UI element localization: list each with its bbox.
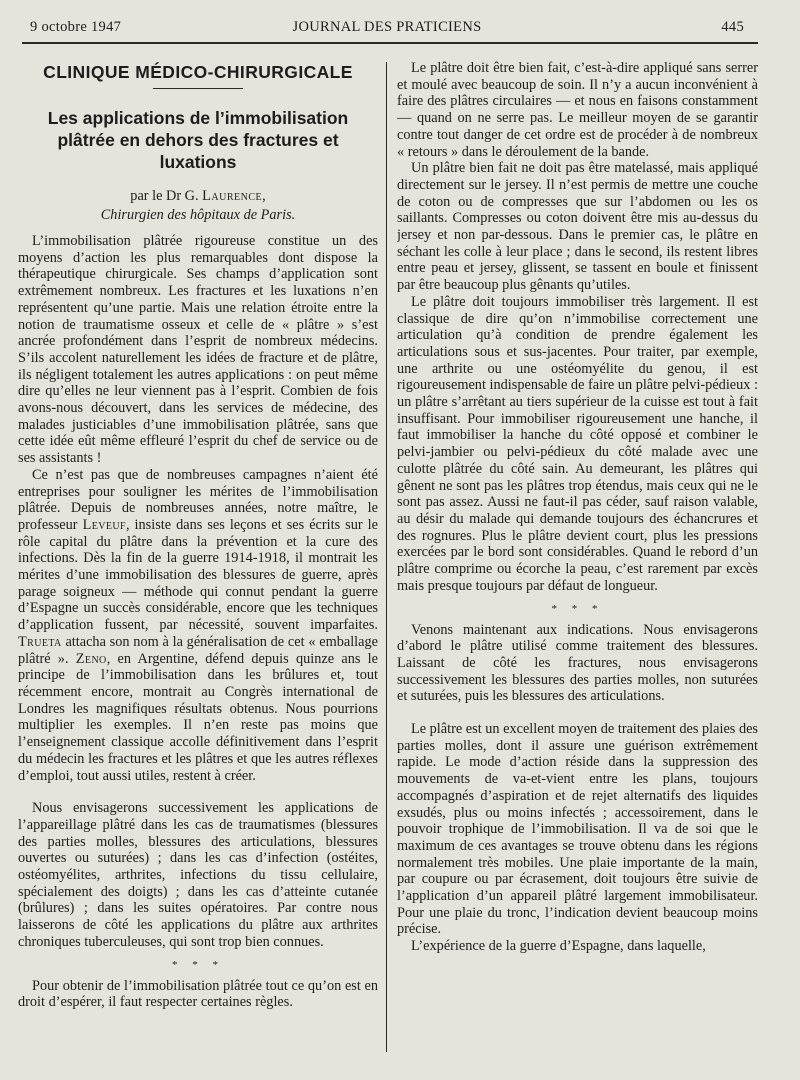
section-heading: CLINIQUE MÉDICO-CHIRURGICALE xyxy=(43,62,353,82)
person-name: Zeno xyxy=(75,650,107,667)
column-divider xyxy=(386,62,387,1052)
text-run: Ce n’est pas que de nombreuses campagnes n’aient été entreprises pour souligner les mérites de l’immobilisation plâtrée. Depuis de nombreuses années, notre maître, le professeur xyxy=(18,466,378,533)
paragraph: Nous envisagerons successivement les applications de l’appareillage plâtré dans les cas de traumatismes (blessures des parties molles, blessures des articulations, blessures ouvertes ou suturées) ; dans les cas d’infection (ostéites, ostéomyélites, arthrites, infections du tissu cellulaire, spécialement des doigts) ; dans les cas d’atteinte cutanée (brûlures) ; dans les suites opératoires. Par contre nous laisserons de côté les applications du plâtre aux arthrites chroniques tuberculeuses, qui sont trop bien connues. xyxy=(18,800,378,950)
left-column xyxy=(18,60,378,1062)
person-name: Trueta xyxy=(18,633,62,650)
asterism-glyphs: * * * xyxy=(172,958,224,971)
byline xyxy=(18,187,378,225)
byline-prefix: par le Dr G. xyxy=(130,188,203,204)
section-rule xyxy=(153,88,243,89)
issue-date: 9 octobre 1947 xyxy=(30,19,122,35)
page-number: 445 xyxy=(721,19,744,35)
author-name: Laurence xyxy=(202,188,263,204)
header-rule xyxy=(22,42,758,44)
paragraph: Le plâtre est un excellent moyen de traitement des plaies des parties molles, dont il assure une guérison extrêmement rapide. Le mode d’action réside dans la suppression des mouvements de va-et-vient entre les plans, toujours accompagnés d’aspiration et de rejet alternatifs des liquides exsudés, plus ou moins infectés ; accessoirement, dans le pouvoir trophique de l’immobilisation. Il va de soi que le maximum de ces avantages se trouve obtenu dans les régions normalement très mobiles. Une plaie importante de la main, par coupure ou par écrasement, doit toujours être suivie de l’application d’un appareil plâtré largement immobilisateur. Pour une plaie du tronc, l’indication devient beaucoup moins précise. xyxy=(397,721,758,938)
paragraph: Venons maintenant aux indications. Nous envisagerons d’abord le plâtre utilisé comme traitement des blessures. Laissant de côté les fractures, nous envisagerons successivement les blessures des parties molles, non suturées et suturées, puis les blessures des articulations. xyxy=(397,621,758,705)
paragraph: Un plâtre bien fait ne doit pas être matelassé, mais appliqué directement sur le jersey. Il n’est permis de mettre une couche de coton ou de compresses que sur l’abdomen ou les os saillants. Compresses ou coton doivent être mis au-dessus du jersey et non par-dessous. Dans le premier cas, le plâtre en séchant les colle à leur place ; dans le second, ils restent libres entre peau et jersey, glissent, se tassent en boule et finissent par être beaucoup plus gênants qu’utiles. xyxy=(397,160,758,294)
text-run: , en Argentine, défend depuis quinze ans le principe de l’immobilisation dans les brûlures et, tout récemment encore, montrait au Congrès international de Londres les magnifiques résultats obtenus. Nous pourrions multiplier les exemples. Il n’en reste pas moins que l’enseignement classique accolle définitivement dans l’esprit du médecin les fractures et les plâtres et que les autres réflexes d’emploi, tout aussi utiles, restent à créer. xyxy=(18,650,378,784)
article-title: Les applications de l’immobilisation plâtrée en dehors des fractures et luxations xyxy=(47,108,349,172)
right-column xyxy=(397,60,758,1062)
paragraph: Le plâtre doit être bien fait, c’est-à-dire appliqué sans serrer et moulé avec beaucoup de soin. Il n’y a aucun inconvénient à faire des plâtres circulaires — et nous en faisons constamment — quand on ne serre pas. Le meilleur moyen de se garantir contre tout danger de cet ordre est de procéder à de nombreux « retours » dans le déroulement de la bande. xyxy=(397,60,758,160)
author-affiliation: Chirurgien des hôpitaux de Paris. xyxy=(100,207,296,223)
paragraph: Le plâtre doit toujours immobiliser très largement. Il est classique de dire qu’on n’immobilise correctement une articulation qu’à condition de prendre également les articulations sous et sus-jacentes. Pour traiter, par exemple, une arthrite ou une ostéomyélite du genou, il est rigoureusement indispensable de faire un plâtre pelvi-pédieux : un plâtre s’arrêtant au tiers supérieur de la cuisse est tout à fait insuffisant. Pour immobiliser rigoureusement une hanche, il faut immobiliser la hanche du côté opposé et combiner le pelvi-jambier ou pelvi-pédieux du côté malade avec une culotte plâtrée du côté sain. Au demeurant, les plâtres qui gênent ne sont pas les plâtres trop étendus, mais ceux qui ne le sont pas assez. Aussi ne faut-il pas céder, sauf raison valable, au désir du malade qui demande toujours des échancrures et des rognures. Plus le plâtre devient court, plus les pressions exercées par le bord sont considérables. Quand le rebord d’un plâtre comprime ou écorche la peau, c’est rarement par excès mais presque toujours par défaut de longueur. xyxy=(397,293,758,594)
section-break-asterism xyxy=(18,958,378,971)
byline-suffix: , xyxy=(262,188,266,204)
paragraph: L’expérience de la guerre d’Espagne, dans laquelle, xyxy=(411,938,706,955)
asterism-glyphs: * * * xyxy=(551,602,604,615)
paragraph xyxy=(18,467,378,784)
paragraph: L’immobilisation plâtrée rigoureuse constitue un des moyens d’action les plus remarquables dont dispose la thérapeutique chirurgicale. Ses champs d’application sont extrêmement nombreux. Les fractures et les luxations n’en représentent qu’une partie. Mais une relation étroite entre la notion de traumatisme osseux et celle de « plâtre » s’est ancrée profondément dans l’esprit de nombreux médecins. S’ils accolent naturellement les idées de fracture et de plâtre, ils négligent totalement les autres applications : on peut même dire qu’elles ne leur viennent pas à l’esprit. Combien de fois avons-nous découvert, dans les services de médecine, des malades justiciables d’une immobilisation plâtrée, sans que cette idée eût même effleuré l’esprit du chef de service ou de ses assistants ! xyxy=(18,233,378,467)
running-head xyxy=(30,19,744,39)
paragraph: Pour obtenir de l’immobilisation plâtrée tout ce qu’on est en droit d’espérer, il faut respecter certaines règles. xyxy=(18,977,378,1011)
text-run: attacha son nom à la généralisation de cet « emballage plâtré ». xyxy=(18,633,378,667)
journal-title: JOURNAL DES PRATICIENS xyxy=(292,19,482,35)
section-break-asterism xyxy=(397,602,758,615)
person-name: Leveuf xyxy=(82,516,126,533)
text-run: , insiste dans ses leçons et ses écrits sur le rôle capital du plâtre dans la prévention et la cure des infections. Dès la fin de la guerre 1914-1918, il montrait les mérites d’une immobilisation des blessures de guerre, après parage soigneux — méthode qui connut pendant la guerre d’Espagne un succès considérable, encore que les techniques d’application fussent, par nécessité, souvent imparfaites. xyxy=(18,516,378,634)
